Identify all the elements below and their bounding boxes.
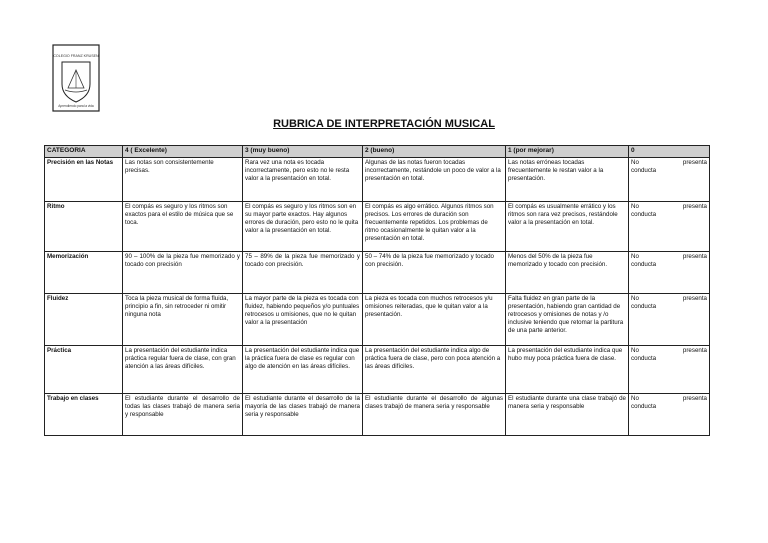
school-crest-icon <box>52 44 100 112</box>
zero-presenta: presenta <box>682 203 707 210</box>
zero-conducta: conducta <box>631 403 657 410</box>
level-4-cell: 90 – 100% de la pieza fue memorizado y tocado con precisión <box>123 252 243 294</box>
level-4-cell: El estudiante durante el desarrollo de todas las clases trabajó de manera seria y responsable <box>123 394 243 436</box>
zero-conducta: conducta <box>631 261 657 268</box>
level-3-cell: Rara vez una nota es tocada incorrectamente, pero esto no le resta valor a la presentación en total. <box>243 158 363 202</box>
header-level-0: 0 <box>629 146 710 158</box>
level-0-cell <box>629 294 710 346</box>
level-3-cell: El estudiante durante el desarrollo de la mayoría de las clases trabajó de manera seria y responsable <box>243 394 363 436</box>
level-1-cell: Las notas erróneas tocadas frecuentemente le restan valor a la presentación. <box>506 158 629 202</box>
zero-conducta: conducta <box>631 303 657 310</box>
category-cell: Práctica <box>45 346 123 394</box>
zero-no: No <box>631 295 639 302</box>
level-1-cell: Falta fluidez en gran parte de la presentación, habiendo gran cantidad de retrocesos y omisiones de notas y /o inclusive teniendo que retomar la partitura de una parte anterior. <box>506 294 629 346</box>
zero-presenta: presenta <box>682 347 707 354</box>
level-1-cell: La presentación del estudiante indica que hubo muy poca práctica fuera de clase. <box>506 346 629 394</box>
zero-no: No <box>631 159 639 166</box>
level-2-cell: La pieza es tocada con muchos retrocesos y/u omisiones reiteradas, que le quitan valor a la presentación. <box>363 294 506 346</box>
zero-conducta: conducta <box>631 167 657 174</box>
table-row <box>45 252 710 294</box>
table-row <box>45 394 710 436</box>
level-0-cell <box>629 346 710 394</box>
table-row <box>45 158 710 202</box>
zero-no: No <box>631 253 639 260</box>
level-2-cell: El estudiante durante el desarrollo de algunas clases trabajó de manera seria y responsable <box>363 394 506 436</box>
header-level-3: 3 (muy bueno) <box>243 146 363 158</box>
zero-presenta: presenta <box>682 295 707 302</box>
category-cell: Fluidez <box>45 294 123 346</box>
zero-conducta: conducta <box>631 355 657 362</box>
page-title: RUBRICA DE INTERPRETACIÓN MUSICAL <box>273 118 495 130</box>
crest-text-bottom: Aprendiendo para la vida <box>58 104 94 108</box>
level-0-cell <box>629 202 710 252</box>
zero-no: No <box>631 347 639 354</box>
level-2-cell: 50 – 74% de la pieza fue memorizado y tocado con precisión. <box>363 252 506 294</box>
category-cell: Memorización <box>45 252 123 294</box>
level-4-cell: El compás es seguro y los ritmos son exactos para el estilo de música que se toca. <box>123 202 243 252</box>
table-row <box>45 202 710 252</box>
level-4-cell: Toca la pieza musical de forma fluida, principio a fin, sin retroceder ni omitir ninguna nota <box>123 294 243 346</box>
header-level-1: 1 (por mejorar) <box>506 146 629 158</box>
level-4-cell: Las notas son consistentemente precisas. <box>123 158 243 202</box>
level-3-cell: 75 – 89% de la pieza fue memorizado y tocado con precisión. <box>243 252 363 294</box>
zero-no: No <box>631 395 639 402</box>
table-row <box>45 346 710 394</box>
rubric-table <box>44 145 710 436</box>
level-3-cell: El compás es seguro y los ritmos son en su mayor parte exactos. Hay algunos errores de duración, pero esto no le quita valor a la presentación en total. <box>243 202 363 252</box>
level-0-cell <box>629 158 710 202</box>
level-1-cell: El compás es usualmente errático y los ritmos son rara vez precisos, restándole valor a la presentación en total. <box>506 202 629 252</box>
level-2-cell: Algunas de las notas fueron tocadas incorrectamente, restándole un poco de valor a la presentación en total. <box>363 158 506 202</box>
level-3-cell: La presentación del estudiante indica que la práctica fuera de clase es regular con algo de atención en las áreas difíciles. <box>243 346 363 394</box>
category-cell: Ritmo <box>45 202 123 252</box>
level-2-cell: El compás es algo errático. Algunos ritmos son precisos. Los errores de duración son frecuentemente repetidos. Los problemas de ritmo ocasionalmente le quitan valor a la presentación en total. <box>363 202 506 252</box>
table-row <box>45 294 710 346</box>
category-cell: Trabajo en clases <box>45 394 123 436</box>
zero-conducta: conducta <box>631 211 657 218</box>
level-0-cell <box>629 252 710 294</box>
level-2-cell: La presentación del estudiante indica algo de práctica fuera de clase, pero con poca atención a las áreas difíciles. <box>363 346 506 394</box>
header-category: CATEGORIA <box>45 146 123 158</box>
zero-presenta: presenta <box>682 159 707 166</box>
zero-no: No <box>631 203 639 210</box>
level-1-cell: El estudiante durante una clase trabajó de manera seria y responsable <box>506 394 629 436</box>
header-level-4: 4 ( Excelente) <box>123 146 243 158</box>
level-3-cell: La mayor parte de la pieza es tocada con fluidez, habiendo pequeños y/o puntuales retrocesos u omisiones, que no le quitan valor a la presentación <box>243 294 363 346</box>
header-level-2: 2 (bueno) <box>363 146 506 158</box>
category-cell: Precisión en las Notas <box>45 158 123 202</box>
zero-presenta: presenta <box>682 253 707 260</box>
level-4-cell: La presentación del estudiante indica práctica regular fuera de clase, con gran atención a las áreas difíciles. <box>123 346 243 394</box>
level-0-cell <box>629 394 710 436</box>
zero-presenta: presenta <box>682 395 707 402</box>
table-header-row <box>45 146 710 158</box>
crest-text-top: COLEGIO FRANZ KRUSEN <box>53 54 99 58</box>
level-1-cell: Menos del 50% de la pieza fue memorizado y tocado con precisión. <box>506 252 629 294</box>
